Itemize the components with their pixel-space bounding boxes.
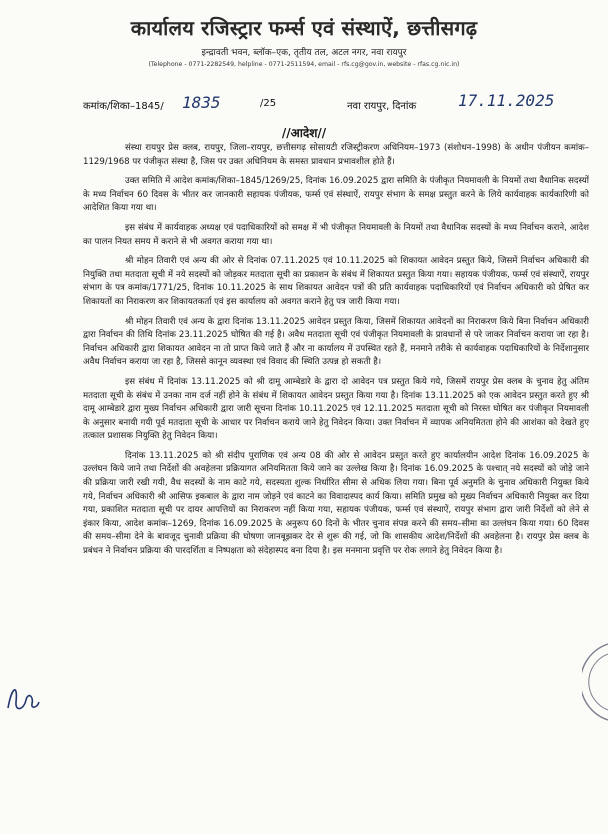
paragraph-7: दिनांक 13.11.2025 को श्री संदीप पुराणिक एवं अन्य 08 की ओर से आवेदन प्रस्तुत करते हुए कार्यालयीन आदेश दिनांक 16.09.2025 के उल्लंघन किये जाने तथा निर्देशों की अवहेलना प्रक्रियागत अनियमितता किये जाने का उल्लेख किया है। दिनांक 16.09.2025 के पश्चात् नये सदस्यों को जोड़े जाने की प्रक्रिया जारी रखी गयी, वैध सदस्यों के नाम काटे गये, सदस्यता शुल्क निर्धारित सीमा से अधिक लिया गया। बिना पूर्व अनुमति के चुनाव अधिकारी नियुक्त किये गये, निर्वाचन अधिकारी श्री आसिफ इकबाल के द्वारा नाम जोड़ने एवं काटने का विवादास्पद कार्य किया। समिति प्रमुख को मुख्य निर्वाचन अधिकारी नियुक्त कर दिया गया, प्रकाशित मतदाता सूची पर दायर आपत्तियों का निराकरण नहीं किया गया, सहायक पंजीयक, फर्म्स एवं संस्थाऐं, रायपुर संभाग द्वारा जारी निर्देशों को लेने से इंकार किया, आदेश कमांक–1269, दिनांक 16.09.2025 के अनुरूप 60 दिनों के भीतर चुनाव संपन्न करने की समय–सीमा का उल्लंघन किया गया। 60 दिवस की समय–सीमा देने के बावजूद चुनावी प्रक्रिया की घोषणा जानबूझकर देर से शुरू की गई, जो कि शासकीय आदेश/निर्देशों की अवहेलना है। रायपुर प्रेस क्लब के प्रबंधन ने निर्वाचन प्रक्रिया की पारदर्शिता व निष्पक्षता को संदेहास्पद बना दिया है। इस मनमाना प्रवृत्ति पर रोक लगाने हेतु निवेदन किया है। xyxy=(83,450,589,557)
reference-number: 1835 xyxy=(182,93,221,112)
paragraph-3: इस संबंध में कार्यवाहक अध्यक्ष एवं पदाधिकारियों को समक्ष में भी पंजीकृत नियमावली के नियमों तथा वैधानिक सदस्यों के मध्य निर्वाचन कराने, आदेश का पालन नियत समय में कराने से भी अवगत कराया गया था। xyxy=(83,222,589,247)
office-title: कार्यालय रजिस्ट्रार फर्म्स एवं संस्थाऐं, छत्तीसगढ़ xyxy=(130,16,478,40)
reference-year: /25 xyxy=(260,98,277,109)
order-heading: //आदेश// xyxy=(281,126,327,140)
office-address: इन्द्रावती भवन, ब्लॉक–एक, तृतीय तल, अटल नगर, नवा रायपुर xyxy=(201,48,407,58)
paragraph-2: उक्त समिति में आदेश कमांक/शिका–1845/1269/25, दिनांक 16.09.2025 द्वारा समिति के पंजीकृत नियमावली के नियमों तथा वैधानिक सदस्यों के मध्य निर्वाचन 60 दिवस के भीतर कर जानकारी सहायक पंजीयक, फर्म्स एवं संस्थाऐं, रायपुर संभाग के समक्ष प्रस्तुत करने के लिये कार्यवाहक कार्यकारिणी को आदेशित किया गया था। xyxy=(83,176,589,214)
order-date: 17.11.2025 xyxy=(458,91,555,110)
reference-prefix: कमांक/शिका–1845/ xyxy=(83,101,164,112)
order-body xyxy=(83,142,589,565)
paragraph-1: संस्था रायपुर प्रेस क्लब, रायपुर, जिला–रायपुर, छत्तीसगढ़ सोसायटी रजिस्ट्रीकरण अधिनियम–1973 (संशोधन–1998) के अधीन पंजीयन कमांक–1129/1968 पर पंजीकृत संस्था है, जिस पर उक्त अधिनियम के समस्त प्रावधान प्रभावशील होते हैं। xyxy=(83,143,589,167)
office-contact: (Telephone - 0771-2282549, helpline - 0771-2511594, email - rfs.cg@gov.in, website - rfas.cg.nic.in) xyxy=(148,61,460,68)
paragraph-4: श्री मोहन तिवारी एवं अन्य की ओर से दिनांक 07.11.2025 एवं 10.11.2025 को शिकायत आवेदन प्रस्तुत किये, जिसमें निर्वाचन अधिकारी की नियुक्ति तथा मतदाता सूची में नये सदस्यों को जोड़कर मतदाता सूची का प्रकाशन के संबंध में शिकायत प्रस्तुत किया गया। सहायक पंजीयक, फर्म्स एवं संस्थाऐं, रायपुर संभाग के पत्र कमांक/1771/25, दिनांक 10.11.2025 के साथ शिकायत आवेदन पत्रों की प्रति कार्यवाहक पदाधिकारियों एवं निर्वाचन अधिकारी को प्रेषित कर शिकायतों का निराकरण कर शिकायतकर्ता एवं इस कार्यालय को अवगत कराने हेतु पत्र जारी किया गया। xyxy=(83,256,589,307)
place-date-label: नवा रायपुर, दिनांक xyxy=(347,101,417,112)
paragraph-6: इस संबंध में दिनांक 13.11.2025 को श्री दामू आम्बेडारे के द्वारा दो आवेदन पत्र प्रस्तुत किये गये, जिसमें रायपुर प्रेस क्लब के चुनाव हेतु अंतिम मतदाता सूची के संबंध में उनका नाम दर्ज नहीं होने के संबंध में शिकायत आवेदन प्रस्तुत किया गया है। दिनांक 13.11.2025 को एक आवेदन प्रस्तुत करते हुए श्री दामू आम्बेडारे द्वारा मुख्य निर्वाचन अधिकारी द्वारा जारी सूचना दिनांक 10.11.2025 एवं 12.11.2025 मतदाता सूची को निरस्त घोषित कर पंजीकृत नियमावली के अनुसार बनायी गयी पूर्व मतदाता सूची के आधार पर निर्वाचन कराये जाने हेतु निवेदन किया। उक्त निर्वाचन में व्यापक अनियमितता होने की आशंका को देखते हुए तत्काल प्रशासक नियुक्ति हेतु निवेदन किया। xyxy=(83,376,589,442)
office-seal-stamp xyxy=(582,640,608,724)
paragraph-5: श्री मोहन तिवारी एवं अन्य के द्वारा दिनांक 13.11.2025 आवेदन प्रस्तुत किया, जिसमें शिकायत आवेदनों का निराकरण किये बिना निर्वाचन अधिकारी द्वारा निर्वाचन की तिथि दिनांक 23.11.2025 घोषित की गई है। अवैध मतदाता सूची एवं पंजीकृत नियमावली के प्रावधानों से परे जाकर निर्वाचन कराया जा रहा है। निर्वाचन अधिकारी द्वारा शिकायत आवेदन ना तो प्राप्त किये जाते हैं और ना कार्यालय में उपस्थित रहते हैं, मनमाने तरीके से कार्यवाहक पदाधिकारियों के निर्देशानुसार अवैध निर्वाचन कराया जा रहा है, जिससे कानून व्यवस्था एवं विवाद की स्थिति उत्पन्न हो सकती है। xyxy=(83,316,589,368)
margin-signature xyxy=(4,678,42,718)
